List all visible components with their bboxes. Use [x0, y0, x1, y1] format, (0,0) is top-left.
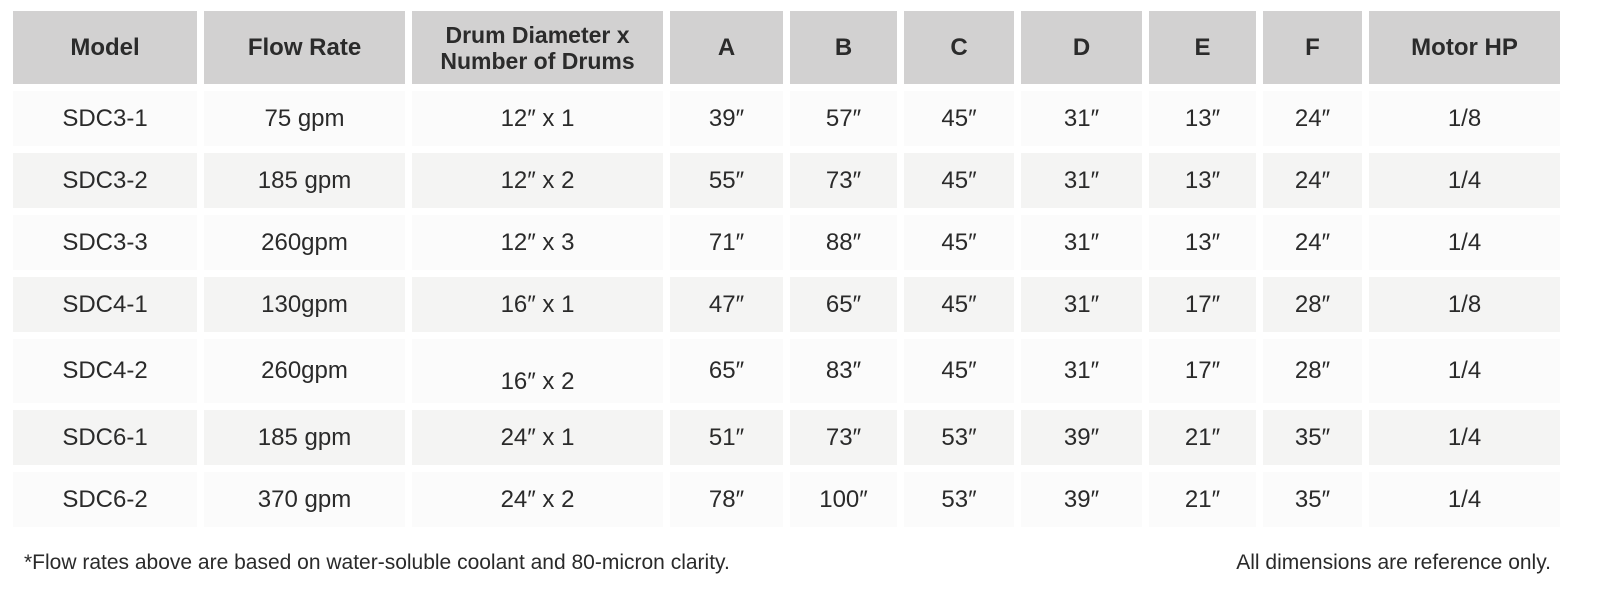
cell-d — [1021, 472, 1142, 527]
cell-value: 185 gpm — [257, 166, 352, 194]
cell-flow-rate — [204, 277, 405, 332]
cell-flow-rate — [204, 215, 405, 270]
cell-d — [1021, 277, 1142, 332]
cell-f — [1263, 277, 1362, 332]
cell-value: 1/8 — [1447, 290, 1482, 318]
cell-value: 130gpm — [261, 290, 348, 318]
cell-f — [1263, 410, 1362, 465]
cell-f — [1263, 215, 1362, 270]
cell-value: 39″ — [1063, 423, 1100, 451]
cell-value: 260gpm — [261, 357, 348, 384]
cell-c — [904, 472, 1014, 527]
cell-e — [1149, 339, 1256, 403]
cell-drum — [412, 339, 663, 403]
cell-drum — [412, 472, 663, 527]
header-model — [13, 11, 197, 84]
header-label: Motor HP — [1411, 33, 1518, 61]
header-label: Flow Rate — [247, 33, 362, 61]
cell-b — [790, 339, 897, 403]
cell-e — [1149, 153, 1256, 208]
cell-a — [670, 277, 783, 332]
cell-value: SDC6-1 — [62, 423, 148, 451]
cell-value: 17″ — [1184, 357, 1221, 384]
cell-c — [904, 91, 1014, 146]
cell-value: 24″ — [1294, 104, 1331, 132]
cell-value: SDC4-2 — [62, 357, 148, 384]
cell-value: 53″ — [941, 485, 977, 513]
cell-a — [670, 215, 783, 270]
cell-value: 45″ — [941, 228, 977, 256]
cell-f — [1263, 91, 1362, 146]
cell-value: 13″ — [1184, 104, 1221, 132]
cell-motor-hp — [1369, 153, 1560, 208]
cell-b — [790, 91, 897, 146]
cell-value: SDC3-1 — [62, 104, 148, 132]
cell-value: 16″ x 2 — [500, 368, 575, 395]
cell-c — [904, 153, 1014, 208]
cell-value: 21″ — [1184, 485, 1221, 513]
cell-value: SDC4-1 — [62, 290, 148, 318]
header-label: C — [950, 33, 968, 61]
cell-a — [670, 410, 783, 465]
cell-value: 24″ — [1294, 166, 1331, 194]
cell-value: 47″ — [708, 290, 745, 318]
table-row — [13, 410, 1560, 465]
cell-model — [13, 339, 197, 403]
header-label-line-2: Number of Drums — [440, 47, 635, 74]
cell-e — [1149, 472, 1256, 527]
cell-flow-rate — [204, 153, 405, 208]
cell-value: 24″ x 2 — [500, 485, 575, 513]
cell-value: 35″ — [1294, 485, 1331, 513]
cell-value: 1/4 — [1447, 166, 1482, 194]
header-b — [790, 11, 897, 84]
header-d — [1021, 11, 1142, 84]
cell-value: 28″ — [1294, 290, 1331, 318]
cell-value: 1/8 — [1447, 104, 1482, 132]
table-row — [13, 339, 1560, 403]
cell-model — [13, 91, 197, 146]
cell-motor-hp — [1369, 91, 1560, 146]
cell-flow-rate — [204, 472, 405, 527]
cell-a — [670, 472, 783, 527]
cell-e — [1149, 91, 1256, 146]
cell-value: 12″ x 3 — [500, 228, 575, 256]
header-label-line-1: Drum Diameter x — [445, 21, 630, 48]
cell-b — [790, 410, 897, 465]
cell-flow-rate — [204, 410, 405, 465]
cell-d — [1021, 215, 1142, 270]
cell-value: 1/4 — [1447, 423, 1482, 451]
cell-value: 83″ — [825, 357, 862, 384]
cell-a — [670, 91, 783, 146]
cell-value: 73″ — [825, 166, 862, 194]
flow-rate-footnote: *Flow rates above are based on water-soluble coolant and 80-micron clarity. — [24, 551, 730, 574]
cell-f — [1263, 339, 1362, 403]
cell-value: 35″ — [1294, 423, 1331, 451]
cell-value: 73″ — [825, 423, 862, 451]
cell-drum — [412, 277, 663, 332]
cell-value: 1/4 — [1447, 357, 1482, 384]
cell-drum — [412, 410, 663, 465]
cell-value: 16″ x 1 — [500, 290, 575, 318]
cell-drum — [412, 153, 663, 208]
specifications-table — [6, 4, 1567, 534]
header-label: F — [1305, 33, 1320, 61]
header-label: A — [717, 33, 736, 61]
cell-value: 17″ — [1184, 290, 1221, 318]
cell-value: SDC3-3 — [62, 228, 148, 256]
cell-d — [1021, 91, 1142, 146]
cell-value: 13″ — [1184, 166, 1221, 194]
cell-model — [13, 410, 197, 465]
table-row — [13, 153, 1560, 208]
cell-value: 12″ x 1 — [500, 104, 575, 132]
cell-e — [1149, 410, 1256, 465]
cell-flow-rate — [204, 91, 405, 146]
cell-value: 1/4 — [1447, 485, 1482, 513]
table-row — [13, 277, 1560, 332]
header-flow-rate — [204, 11, 405, 84]
cell-value: 45″ — [941, 357, 977, 384]
cell-value: 13″ — [1184, 228, 1221, 256]
table-header — [13, 11, 1560, 84]
cell-value: 88″ — [825, 228, 862, 256]
header-motor-hp — [1369, 11, 1560, 84]
cell-value: 28″ — [1294, 357, 1331, 384]
cell-value: 71″ — [708, 228, 745, 256]
dimensions-disclaimer: All dimensions are reference only. — [1236, 551, 1551, 574]
cell-value: 24″ x 1 — [500, 423, 575, 451]
cell-d — [1021, 410, 1142, 465]
cell-motor-hp — [1369, 410, 1560, 465]
cell-value: 31″ — [1063, 228, 1100, 256]
cell-d — [1021, 339, 1142, 403]
cell-drum — [412, 215, 663, 270]
cell-e — [1149, 277, 1256, 332]
cell-value: 21″ — [1184, 423, 1221, 451]
cell-b — [790, 277, 897, 332]
cell-value: 75 gpm — [264, 104, 345, 132]
table-row — [13, 91, 1560, 146]
cell-motor-hp — [1369, 277, 1560, 332]
cell-value: 370 gpm — [257, 485, 352, 513]
header-row — [13, 11, 1560, 84]
header-label: D — [1072, 33, 1091, 61]
cell-drum — [412, 91, 663, 146]
cell-value: 260gpm — [261, 228, 348, 256]
header-f — [1263, 11, 1362, 84]
cell-e — [1149, 215, 1256, 270]
cell-value: 65″ — [708, 357, 745, 384]
cell-value: 65″ — [825, 290, 862, 318]
header-a — [670, 11, 783, 84]
cell-value: 39″ — [708, 104, 745, 132]
cell-f — [1263, 153, 1362, 208]
cell-value: 185 gpm — [257, 423, 352, 451]
cell-value: 45″ — [941, 104, 977, 132]
header-label: E — [1194, 33, 1211, 61]
cell-b — [790, 153, 897, 208]
cell-motor-hp — [1369, 215, 1560, 270]
header-label: Model — [70, 33, 140, 61]
cell-value: 31″ — [1063, 166, 1100, 194]
cell-c — [904, 277, 1014, 332]
cell-value: 57″ — [825, 104, 862, 132]
cell-value: 78″ — [708, 485, 745, 513]
cell-value: 31″ — [1063, 104, 1100, 132]
cell-d — [1021, 153, 1142, 208]
header-c — [904, 11, 1014, 84]
cell-value: 53″ — [941, 423, 977, 451]
cell-value: 51″ — [708, 423, 745, 451]
cell-motor-hp — [1369, 339, 1560, 403]
cell-model — [13, 277, 197, 332]
cell-b — [790, 215, 897, 270]
header-e — [1149, 11, 1256, 84]
cell-c — [904, 339, 1014, 403]
cell-a — [670, 153, 783, 208]
table-row — [13, 472, 1560, 527]
cell-model — [13, 215, 197, 270]
cell-value: 100″ — [819, 485, 868, 513]
cell-f — [1263, 472, 1362, 527]
cell-model — [13, 153, 197, 208]
cell-value: 55″ — [708, 166, 745, 194]
cell-value: 45″ — [941, 166, 977, 194]
cell-value: 39″ — [1063, 485, 1100, 513]
cell-value: 45″ — [941, 290, 977, 318]
cell-value: SDC3-2 — [62, 166, 148, 194]
cell-a — [670, 339, 783, 403]
table-row — [13, 215, 1560, 270]
cell-value: SDC6-2 — [62, 485, 148, 513]
header-label: B — [834, 33, 853, 61]
cell-c — [904, 215, 1014, 270]
cell-value: 1/4 — [1447, 228, 1482, 256]
header-drum-diameter — [412, 11, 663, 84]
cell-c — [904, 410, 1014, 465]
cell-b — [790, 472, 897, 527]
cell-flow-rate — [204, 339, 405, 403]
table-body — [13, 91, 1560, 527]
cell-value: 31″ — [1063, 357, 1100, 384]
cell-model — [13, 472, 197, 527]
cell-value: 31″ — [1063, 290, 1100, 318]
cell-value: 24″ — [1294, 228, 1331, 256]
cell-value: 12″ x 2 — [500, 166, 575, 194]
cell-motor-hp — [1369, 472, 1560, 527]
